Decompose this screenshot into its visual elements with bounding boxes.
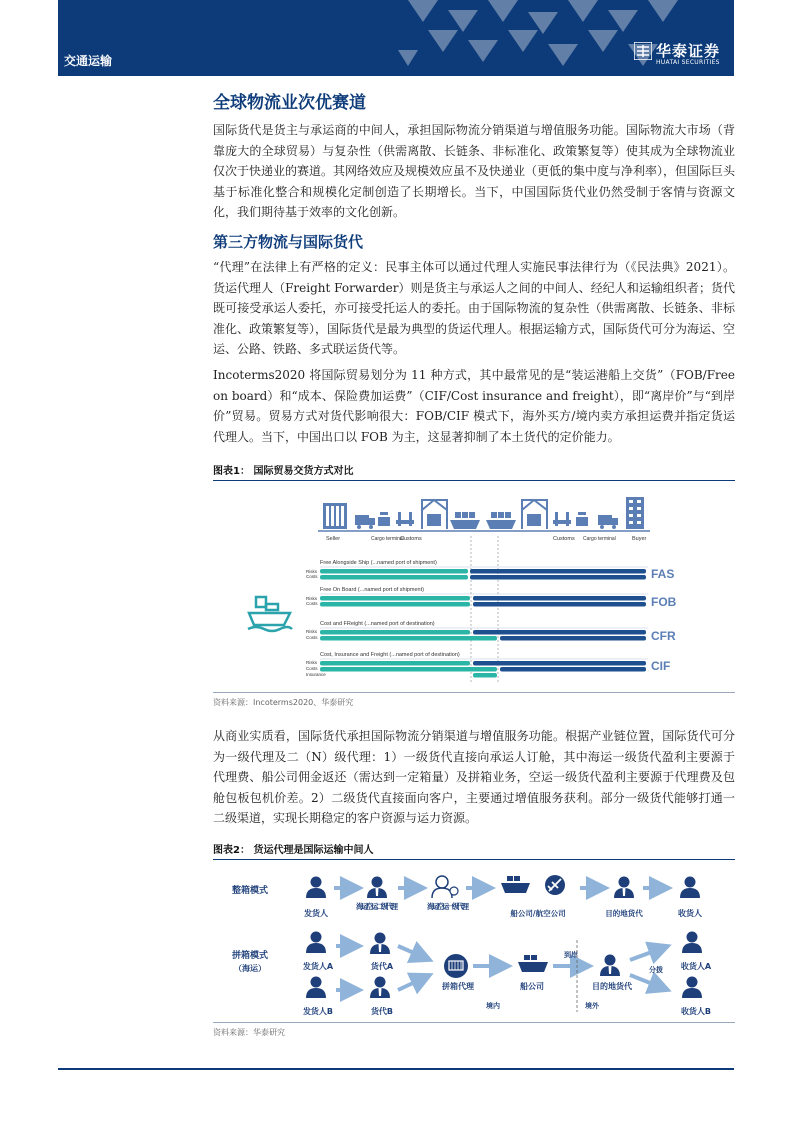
fas-risks-label: Risks [306,569,317,574]
lcl-carrier-node [518,955,548,991]
logo-name-cn: 华泰证券 [656,42,721,60]
fob-costs-label: Costs [306,601,318,606]
term-cif-name: Cost, Insurance and Freight (...named port of destination) [320,652,460,658]
lcl-shipper-a-node [302,932,334,972]
whole-carrier-node [501,875,566,918]
figure1-source: 资料来源：Incoterms2020、华泰研究 [213,692,735,708]
lcl-ship-icon [518,955,548,972]
term-fas-name: Free Alongside Ship (...named port of shipment) [320,560,437,566]
cfr-costs-label: Costs [306,635,318,640]
paragraph-agency-definition: “代理”在法律上有严格的定义：民事主体可以通过代理人实施民事法律行为（《民法典》2021）。货运代理人（Freight Forwarder）则是货主与承运人之间的中间人、经纪人和运输组织者；货代既可接受承运人委托，亦可接受托运人的委托。由于国际物流的复杂性（供需离散、长链条、非标准化、政策繁复等），国际货代是最为典型的货运代理人。根据运输方式，国际货代可分为海运、空运、公路、铁路、多式联运货代等。 [213,260,736,356]
lcl-shipper-b-node [302,977,333,1017]
cfr-risks-label: Risks [306,629,317,634]
figure2-source: 资料来源：华泰研究 [213,1022,735,1038]
cif-risks-label: Risks [306,660,317,665]
whole-dest-agent-node [605,877,643,919]
stage-cargo-terminal-left-label: Cargo terminal [371,536,404,542]
lcl-shipper-a-label: 发货人A [302,962,334,971]
whole-consignee-node [678,877,702,919]
figure2-label: 图表2： [213,845,250,856]
ship-icon [501,876,530,893]
cif-insurance-label: Insurance [306,672,326,677]
whole-consignee-label: 收货人 [678,909,702,918]
whole-carrier-label: 船公司/航空公司 [510,909,566,918]
figure1-label: 图表1： [213,466,250,477]
term-fob-name: Free On Board (...named port of shipment) [320,587,424,593]
lcl-forwarder-a-node [370,933,394,972]
section-title-3pl: 第三方物流与国际货代 [213,233,364,251]
mode-lcl-sea-label: （海运） [234,964,266,973]
cif-costs-label: Costs [306,666,318,671]
term-fas-code: FAS [651,567,675,581]
lcl-forwarder-b-label: 货代B [370,1007,394,1016]
stage-cargo-terminal-right-label: Cargo terminal [583,536,616,542]
mode-lcl-label: 拼箱模式 [232,951,269,961]
footer-rule [58,1068,734,1070]
figure2-title-text: 货运代理是国际运输中间人 [253,845,374,856]
lcl-consignee-a-label: 收货人A [680,962,712,971]
whole-primary-agent-node [427,876,470,911]
figure1-title-text: 国际贸易交货方式对比 [253,466,354,477]
section-title-global-logistics: 全球物流业次优赛道 [213,93,366,113]
whole-secondary-agent-node [356,877,399,912]
whole-shipper-label: 发货人 [304,909,328,918]
lcl-dest-agent-node [592,955,633,992]
mode-whole-label: 整箱模式 [232,886,269,896]
whole-shipper-node [303,877,328,919]
split-label: 分拨 [649,966,663,974]
whole-primary-agent-label: 海运/空运一级代理 [427,902,469,911]
stage-seller-label: Seller [326,536,341,542]
paragraph-agency-levels: 从商业实质看，国际货代承担国际物流分销渠道与增值服务功能。根据产业链位置，国际货代可分为一级代理及二（N）级代理：1）一级货代直接向承运人订舱，其中海运一级货代盈利主要源于代理费、船公司佣金返还（需达到一定箱量）及拼箱业务，空运一级货代盈利主要源于代理费及包舱包板包机价差。2）二级货代直接面向客户，主要通过增值服务获利。部分一级货代能够打通一二级渠道，实现长期稳定的客户资源与运力资源。 [213,729,735,825]
term-cfr-name: Cost and FReight (...named port of destination) [320,621,435,627]
whole-dest-agent-label: 目的地货代 [605,909,643,918]
whole-secondary-agent-label: 海运/空运二级代理 [356,902,398,911]
stage-customs-right-label: Customs [553,536,575,542]
fas-costs-label: Costs [306,574,318,579]
lcl-consolidator-node [441,954,475,991]
lcl-shipper-b-label: 发货人B [302,1007,334,1016]
overseas-label: 境外 [585,1002,599,1010]
lcl-consignee-a-node [681,932,712,972]
lcl-carrier-label: 船公司 [520,982,544,991]
term-cfr-code: CFR [651,629,676,643]
paragraph-global-logistics: 国际货代是货主与承运商的中间人，承担国际物流分销渠道与增值服务功能。国际物流大市场（背靠庞大的全球贸易）与复杂性（供需离散、长链条、非标准化、政策繁复等）使其成为全球物流业仅次于快递业的赛道。其网络效应及规模效应虽不及快递业（更低的集中度与净利率），但国际巨头基于标准化整合和规模化定制创造了长期增长。当下，中国国际货代业仍然受制于客情与资源文化，我们期待基于效率的文化创新。 [213,123,736,219]
arrive-label: 到岸 [564,951,578,959]
lcl-consignee-b-node [681,977,711,1017]
stage-customs-left-label: Customs [400,536,422,542]
sector-label: 交通运输 [64,54,113,68]
logo-name-en: HUATAI SECURITIES [656,59,720,66]
stage-buyer-label: Buyer [632,536,647,542]
fob-risks-label: Risks [306,596,317,601]
lcl-dest-agent-label: 目的地货代 [592,982,632,991]
lcl-consignee-b-label: 收货人B [680,1007,712,1016]
lcl-forwarder-b-node [370,977,393,1017]
lcl-consolidator-label: 拼箱代理 [442,982,474,991]
term-cif-code: CIF [651,659,671,673]
paragraph-incoterms: Incoterms2020 将国际贸易划分为 11 种方式，其中最常见的是“装运港船上交货”（FOB/Free on board）和“成本、保险费加运费”（CIF/Cost insurance and freight），即“离岸价”与“到岸价”贸易。贸易方式对货代影响很大：FOB/CIF 模式下，海外买方/境内卖方承担运费并指定货运代理人。当下，中国出口以 FOB 为主，这显著抑制了本土货代的定价能力。 [213,368,735,444]
domestic-label: 境内 [486,1002,500,1010]
lcl-forwarder-a-label: 货代A [370,962,394,971]
term-fob-code: FOB [651,595,677,609]
